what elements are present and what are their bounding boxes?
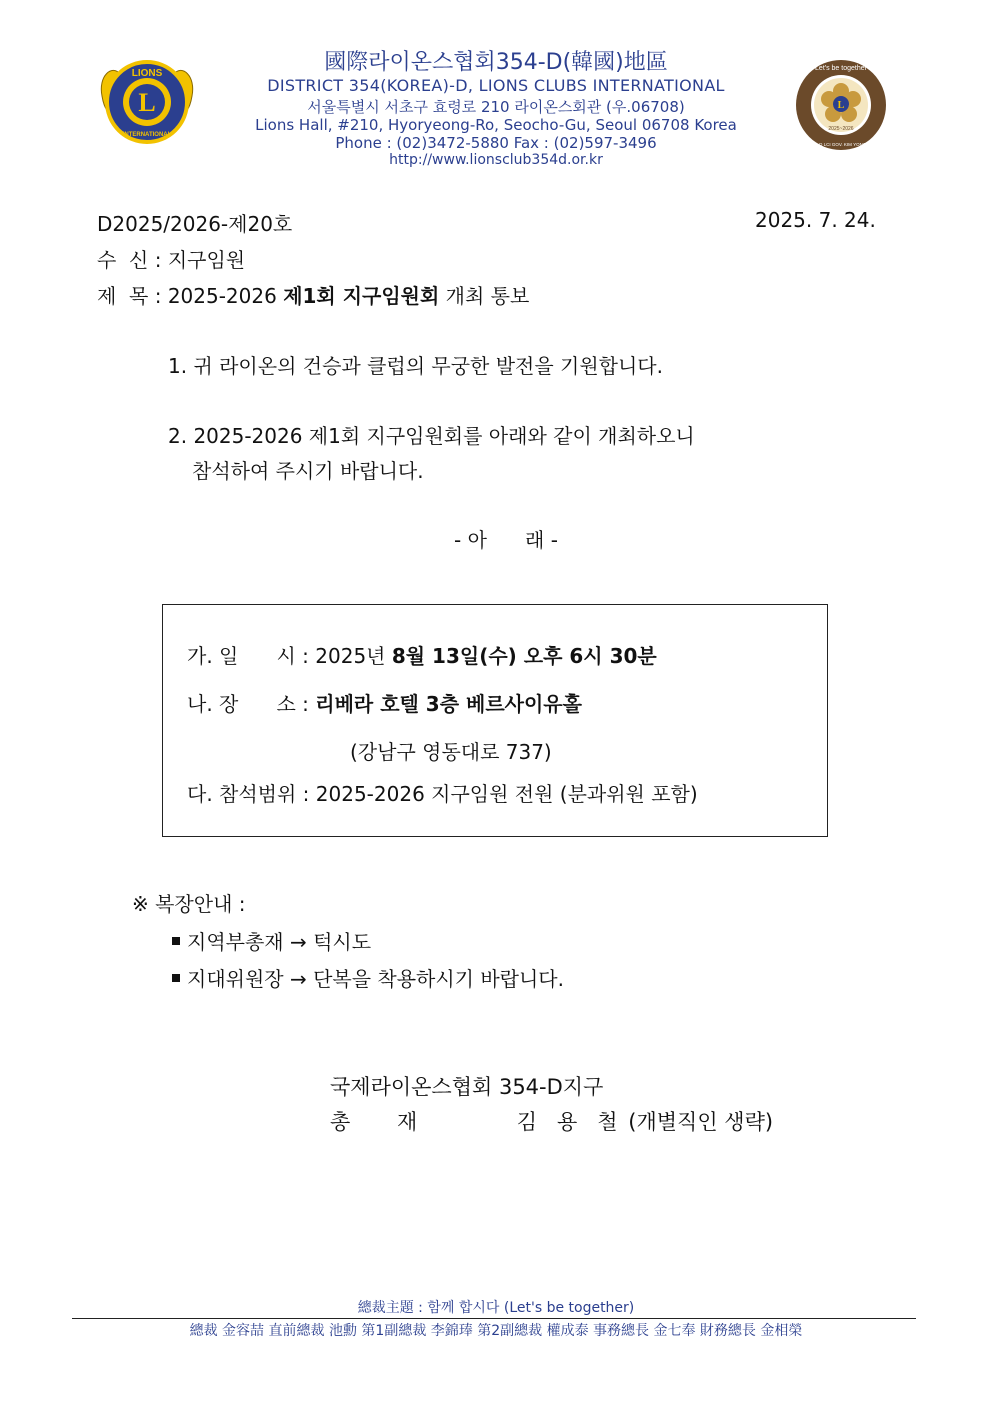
bullet-square-icon bbox=[172, 974, 180, 982]
detail-attend-label: 다. 참석범위 : bbox=[187, 782, 310, 806]
paragraph-2-line-2: 참석하여 주시기 바랍니다. bbox=[192, 459, 424, 483]
below-heading: - 아 래 - bbox=[454, 528, 558, 552]
detail-place-bold: 리베라 호텔 3층 베르사이유홀 bbox=[315, 692, 582, 716]
district-logo bbox=[794, 58, 888, 152]
logo-right-sub: DIST 354-D LCI GOV. KIM YONG-CHEOL bbox=[798, 142, 884, 147]
detail-date bbox=[187, 640, 657, 669]
subject-line bbox=[97, 280, 529, 309]
detail-attend bbox=[187, 778, 698, 807]
sign-line bbox=[330, 1106, 773, 1136]
header-title-ko: 國際라이온스협회354-D(韓國)地區 bbox=[324, 50, 668, 75]
logo-left-sub: INTERNATIONAL bbox=[122, 132, 172, 138]
doc-number: D2025/2026-제20호 bbox=[97, 212, 293, 236]
logo-letter-l: L bbox=[138, 88, 156, 117]
logo-right-text: Let's be together bbox=[815, 65, 867, 72]
header-url[interactable]: http://www.lionsclub354d.or.kr bbox=[389, 152, 603, 168]
recipient-label: 수 신 : bbox=[97, 248, 162, 272]
detail-date-pre: 2025년 bbox=[315, 644, 386, 668]
footer-divider bbox=[72, 1318, 916, 1319]
lions-logo bbox=[98, 56, 196, 148]
recipient-line bbox=[97, 244, 245, 273]
subject-post: 개최 통보 bbox=[445, 284, 530, 308]
sign-note: (개별직인 생략) bbox=[628, 1110, 774, 1134]
dress-item-1: 지역부총재 → 턱시도 bbox=[172, 926, 371, 955]
bullet-square-icon bbox=[172, 937, 180, 945]
svg-text:L: L bbox=[837, 100, 845, 111]
header-phone: Phone : (02)3472-5880 Fax : (02)597-3496 bbox=[335, 134, 657, 152]
paragraph-2-line-1: 2. 2025-2026 제1회 지구임원회를 아래와 같이 개최하오니 bbox=[168, 424, 695, 448]
detail-place bbox=[187, 688, 582, 717]
dress-title: ※ 복장안내 : bbox=[132, 892, 246, 916]
footer-officers: 總裁 金容喆 直前總裁 池勳 第1副總裁 李錦琫 第2副總裁 權成泰 事務總長 金七奉 財務總長 金相榮 bbox=[189, 1323, 803, 1339]
sign-org: 국제라이온스협회 354-D지구 bbox=[330, 1075, 604, 1099]
detail-date-bold: 8월 13일(수) 오후 6시 30분 bbox=[391, 644, 657, 668]
logo-left-text: LIONS bbox=[131, 68, 163, 79]
footer-theme: 總裁主題 : 함께 합시다 (Let's be together) bbox=[357, 1300, 635, 1316]
header-address-en: Lions Hall, #210, Hyoryeong-Ro, Seocho-Gu, Seoul 06708 Korea bbox=[255, 116, 737, 134]
subject-bold: 제1회 지구임원회 bbox=[283, 284, 440, 308]
subject-pre: 2025-2026 bbox=[167, 284, 277, 308]
detail-place-address: (강남구 영동대로 737) bbox=[350, 740, 552, 764]
logo-right-year: 2025~2026 bbox=[828, 126, 854, 132]
doc-date: 2025. 7. 24. bbox=[755, 208, 876, 232]
header-title-en: DISTRICT 354(KOREA)-D, LIONS CLUBS INTERNATIONAL bbox=[267, 76, 725, 95]
sign-role: 총 재 bbox=[330, 1110, 418, 1134]
recipient: 지구임원 bbox=[167, 248, 246, 272]
dress-item-2: 지대위원장 → 단복을 착용하시기 바랍니다. bbox=[172, 963, 564, 992]
header-address-ko: 서울특별시 서초구 효령로 210 라이온스회관 (우.06708) bbox=[307, 98, 685, 116]
sign-name: 김 용 철 bbox=[516, 1110, 618, 1134]
detail-place-label: 나. 장 소 : bbox=[187, 692, 309, 716]
detail-attend-value: 2025-2026 지구임원 전원 (분과위원 포함) bbox=[315, 782, 698, 806]
detail-date-label: 가. 일 시 : bbox=[187, 644, 309, 668]
paragraph-1: 1. 귀 라이온의 건승과 클럽의 무궁한 발전을 기원합니다. bbox=[168, 354, 663, 378]
subject-label: 제 목 : bbox=[97, 284, 162, 308]
